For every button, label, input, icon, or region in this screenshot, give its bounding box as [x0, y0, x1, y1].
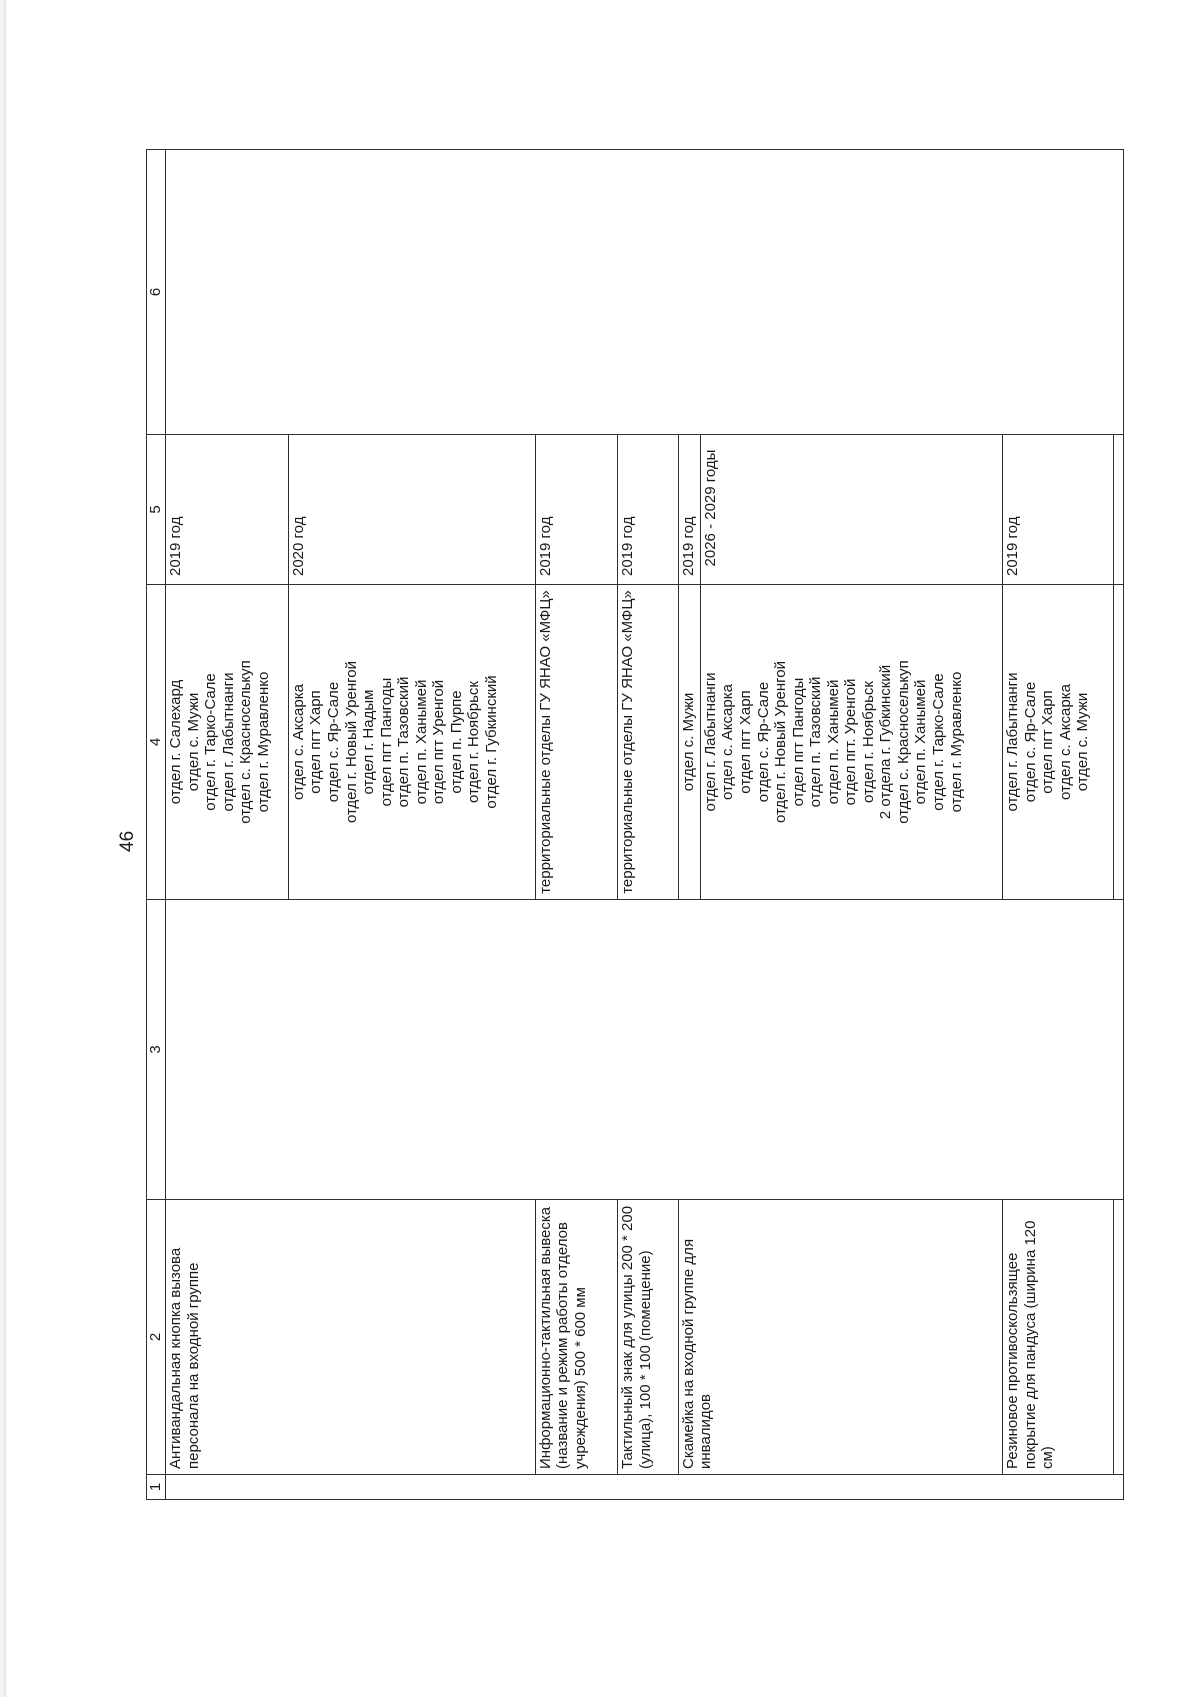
office-name: отдел г. Лабытнанги — [701, 672, 719, 812]
column-header: 6 — [147, 150, 166, 435]
office-name: отдел г. Лабытнанги — [1004, 672, 1022, 812]
page-number: 46 — [117, 830, 138, 852]
office-name: отдел п. Ханымей — [912, 679, 930, 805]
office-name: отдел г. Лабытнанги — [219, 672, 237, 812]
office-name: отдел г. Тарко-Сале — [929, 673, 947, 811]
office-name: отдел с. Мужи — [1074, 692, 1092, 792]
cell-period: 2019 год — [535, 435, 618, 585]
office-name: отдел п. Ханымей — [412, 679, 430, 805]
office-name: отдел г. Ноябрьск — [859, 681, 877, 803]
office-name: отдел с. Мужи — [679, 692, 697, 792]
office-name: отдел п. Пурпе — [447, 690, 465, 794]
cell-offices — [618, 585, 678, 900]
office-name: отдел г. Муравленко — [254, 671, 272, 813]
office-name: отдел г. Тарко-Сале — [202, 673, 220, 811]
cell-period: 2019 год — [166, 435, 289, 585]
office-name: территориальные отделы ГУ ЯНАО «МФЦ» — [536, 590, 554, 894]
office-name: отдел г. Муравленко — [947, 671, 965, 813]
office-name: отдел с. Яр-Сале — [754, 681, 772, 803]
office-name: отдел п. Тазовский — [807, 676, 825, 808]
cell-offices — [700, 585, 1002, 900]
office-name: отдел пгт. Уренгой — [842, 678, 860, 806]
office-name: отдел п. Ханымей — [824, 679, 842, 805]
office-name: отдел пгт Пангоды — [377, 677, 395, 807]
office-name: отдел с. Аксарка — [719, 684, 737, 800]
cell-empty — [166, 150, 1124, 435]
office-name: 2 отдела г. Губкинский — [877, 664, 895, 820]
cell-offices — [166, 585, 289, 900]
office-name: отдел г. Новый Уренгой — [342, 660, 360, 824]
office-name: отдел г. Новый Уренгой — [772, 660, 790, 824]
office-name: отдел пгт Пангоды — [789, 677, 807, 807]
cell-item: Резиновое противоскользящее покрытие для пандуса (ширина 120 см) — [1003, 1200, 1114, 1475]
cell-period: 2019 год — [1003, 435, 1114, 585]
cell-empty — [1113, 1200, 1123, 1475]
office-name: территориальные отделы ГУ ЯНАО «МФЦ» — [619, 590, 637, 894]
office-name: отдел г. Надым — [360, 689, 378, 795]
document-page — [6, 0, 1200, 1697]
office-name: отдел с. Мужи — [184, 692, 202, 792]
table-header-row — [147, 150, 166, 1500]
cell-item: Антивандальная кнопка вызова персонала на входной группе — [166, 1200, 536, 1475]
measures-table — [146, 149, 1124, 1500]
cell-empty — [166, 900, 1124, 1200]
cell-period: 2019 год — [678, 435, 700, 585]
office-name: отдел г. Салехард — [167, 679, 184, 805]
column-header: 3 — [147, 900, 166, 1200]
cell-offices — [535, 585, 618, 900]
cell-item: Тактильный знак для улицы 200 * 200 (улица), 100 * 100 (помещение) — [618, 1200, 678, 1475]
office-name: отдел пгт Уренгой — [430, 679, 448, 805]
office-name: отдел с. Яр-Сале — [324, 681, 342, 803]
cell-period: 2026 - 2029 годы — [700, 435, 1002, 585]
cell-offices — [678, 585, 700, 900]
column-header: 2 — [147, 1200, 166, 1475]
office-name: отдел с. Аксарка — [1056, 684, 1074, 800]
rotated-table-wrapper — [146, 150, 1124, 1500]
cell-period: 2020 год — [288, 435, 535, 585]
office-name: отдел п. Тазовский — [395, 676, 413, 808]
office-name: отдел с. Красноселькуп — [237, 660, 255, 824]
office-name: отдел г. Губкинский — [482, 675, 500, 809]
office-name: отдел пгт Харп — [736, 690, 754, 794]
column-header: 5 — [147, 435, 166, 585]
cell-empty — [1113, 585, 1123, 900]
cell-number — [166, 1475, 1124, 1500]
cell-period: 2019 год — [618, 435, 678, 585]
cell-item: Скамейка на входной группе для инвалидов — [678, 1200, 1002, 1475]
office-name: отдел г. Ноябрьск — [465, 681, 483, 803]
cell-empty — [1113, 435, 1123, 585]
column-header: 4 — [147, 585, 166, 900]
office-name: отдел пгт Харп — [307, 690, 325, 794]
cell-offices — [288, 585, 535, 900]
office-name: отдел с. Аксарка — [289, 684, 307, 800]
column-header: 1 — [147, 1475, 166, 1500]
cell-item: Информационно-тактильная вывеска (название и режим работы отделов учреждения) 500 * 600 мм — [535, 1200, 618, 1475]
office-name: отдел пгт Харп — [1039, 690, 1057, 794]
table-row — [166, 150, 289, 1500]
cell-offices — [1003, 585, 1114, 900]
office-name: отдел с. Красноселькуп — [894, 660, 912, 824]
office-name: отдел с. Яр-Сале — [1021, 681, 1039, 803]
